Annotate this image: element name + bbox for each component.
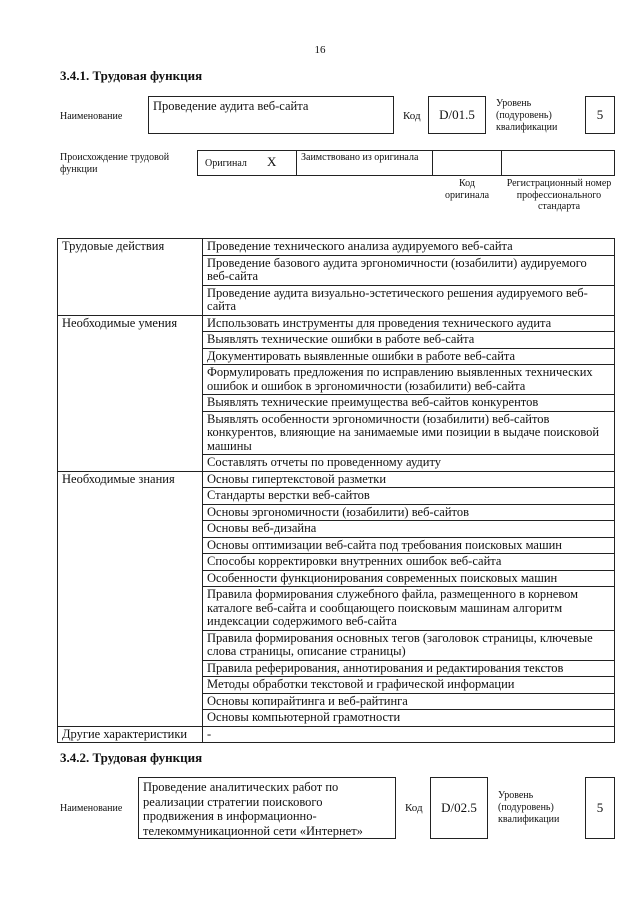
category-cell — [58, 587, 203, 631]
table-row — [58, 726, 615, 743]
name2-label: Наименование — [60, 803, 123, 814]
category-label: Трудовые действия — [58, 239, 203, 256]
table-row — [58, 504, 615, 521]
table-item: Составлять отчеты по проведенному аудиту — [203, 455, 615, 472]
borrowed-label: Заимствовано из оригинала — [301, 152, 419, 163]
function2-name: Проведение аналитических работ по реализации стратегии поискового продвижения в информационно-телекоммуникационной сети «Интернет» — [143, 780, 363, 838]
category-cell — [58, 660, 203, 677]
level2-label: Уровень (подуровень) квалификации — [498, 790, 560, 825]
page-number: 16 — [314, 44, 326, 56]
table-row — [58, 693, 615, 710]
table-row — [58, 471, 615, 488]
category-cell — [58, 488, 203, 505]
code2-value: D/02.5 — [441, 800, 477, 815]
function-name-box — [148, 96, 394, 134]
table-row — [58, 710, 615, 727]
table-row — [58, 332, 615, 349]
table-row — [58, 570, 615, 587]
table-row — [58, 537, 615, 554]
code2-label: Код — [405, 802, 423, 814]
origin-divider-3 — [501, 150, 502, 176]
table-item: Основы оптимизации веб-сайта под требования поисковых машин — [203, 537, 615, 554]
reg-number-caption: Регистрационный номер профессионального стандарта — [506, 178, 612, 212]
category-label: Другие характеристики — [58, 726, 203, 743]
table-item: Основы эргономичности (юзабилити) веб-сайтов — [203, 504, 615, 521]
table-item: Выявлять особенности эргономичности (юзабилити) веб-сайтов конкурентов, влияющие на занимаемые ими позиции в выдаче поисковой машины — [203, 411, 615, 455]
category-cell — [58, 537, 203, 554]
table-item: Проведение технического анализа аудируемого веб-сайта — [203, 239, 615, 256]
section-title: 3.4.1. Трудовая функция — [60, 68, 203, 83]
level2-value: 5 — [596, 800, 604, 815]
code2-box — [430, 777, 488, 839]
table-row — [58, 255, 615, 285]
table-item: Проведение базового аудита эргономичности (юзабилити) аудируемого веб-сайта — [203, 255, 615, 285]
category-cell — [58, 693, 203, 710]
code-value: D/01.5 — [439, 107, 475, 122]
table-row — [58, 315, 615, 332]
table-row — [58, 660, 615, 677]
category-cell — [58, 521, 203, 538]
category-label: Необходимые знания — [58, 471, 203, 488]
table-item: Правила реферирования, аннотирования и редактирования текстов — [203, 660, 615, 677]
table-row — [58, 677, 615, 694]
level-label: Уровень (подуровень) квалификации — [496, 98, 558, 133]
category-cell — [58, 554, 203, 571]
table-item: Основы копирайтинга и веб-райтинга — [203, 693, 615, 710]
table-row — [58, 455, 615, 472]
table-item: - — [203, 726, 615, 743]
level2-box — [585, 777, 615, 839]
category-cell — [58, 332, 203, 349]
table-item: Выявлять технические ошибки в работе веб-сайта — [203, 332, 615, 349]
category-cell — [58, 677, 203, 694]
table-row — [58, 411, 615, 455]
code-original-caption: Код оригинала — [444, 178, 490, 201]
section2-title: 3.4.2. Трудовая функция — [60, 750, 203, 765]
table-row — [58, 488, 615, 505]
table-item: Правила формирования служебного файла, размещенного в корневом каталоге веб-сайта и сообщающего поисковым машинам алгоритм индексации содержимого веб-сайта — [203, 587, 615, 631]
table-item: Методы обработки текстовой и графической информации — [203, 677, 615, 694]
category-cell — [58, 411, 203, 455]
table-row — [58, 285, 615, 315]
category-cell — [58, 255, 203, 285]
table-row — [58, 239, 615, 256]
origin-divider-1 — [296, 150, 297, 176]
function2-name-box — [138, 777, 396, 839]
table-item: Способы корректировки внутренних ошибок веб-сайта — [203, 554, 615, 571]
table-row — [58, 521, 615, 538]
table-row — [58, 395, 615, 412]
table-item: Использовать инструменты для проведения технического аудита — [203, 315, 615, 332]
category-cell — [58, 455, 203, 472]
table-item: Основы гипертекстовой разметки — [203, 471, 615, 488]
table-item: Выявлять технические преимущества веб-сайтов конкурентов — [203, 395, 615, 412]
category-label: Необходимые умения — [58, 315, 203, 332]
origin-divider-2 — [432, 150, 433, 176]
category-cell — [58, 504, 203, 521]
table-row — [58, 587, 615, 631]
name-label: Наименование — [60, 111, 123, 122]
table-item: Основы веб-дизайна — [203, 521, 615, 538]
table-item: Формулировать предложения по исправлению выявленных технических ошибок и ошибок в эргономичности (юзабилити) веб-сайта — [203, 365, 615, 395]
level-box — [585, 96, 615, 134]
code-label: Код — [403, 110, 421, 122]
code-box — [428, 96, 486, 134]
table-item: Проведение аудита визуально-эстетического решения аудируемого веб-сайта — [203, 285, 615, 315]
table-row — [58, 630, 615, 660]
category-cell — [58, 630, 203, 660]
level-value: 5 — [596, 107, 604, 122]
table-item: Стандарты верстки веб-сайтов — [203, 488, 615, 505]
table-row — [58, 365, 615, 395]
requirements-table — [57, 238, 615, 743]
table-row — [58, 348, 615, 365]
table-row — [58, 554, 615, 571]
category-cell — [58, 395, 203, 412]
category-cell — [58, 365, 203, 395]
category-cell — [58, 285, 203, 315]
original-label: Оригинал — [205, 158, 247, 169]
table-item: Правила формирования основных тегов (заголовок страницы, ключевые слова страницы, описание страницы) — [203, 630, 615, 660]
table-item: Основы компьютерной грамотности — [203, 710, 615, 727]
category-cell — [58, 570, 203, 587]
category-cell — [58, 348, 203, 365]
table-item: Документировать выявленные ошибки в работе веб-сайта — [203, 348, 615, 365]
origin-label: Происхождение трудовой функции — [60, 152, 170, 175]
table-item: Особенности функционирования современных поисковых машин — [203, 570, 615, 587]
original-mark: Х — [267, 154, 277, 169]
category-cell — [58, 710, 203, 727]
function-name: Проведение аудита веб-сайта — [153, 99, 309, 113]
